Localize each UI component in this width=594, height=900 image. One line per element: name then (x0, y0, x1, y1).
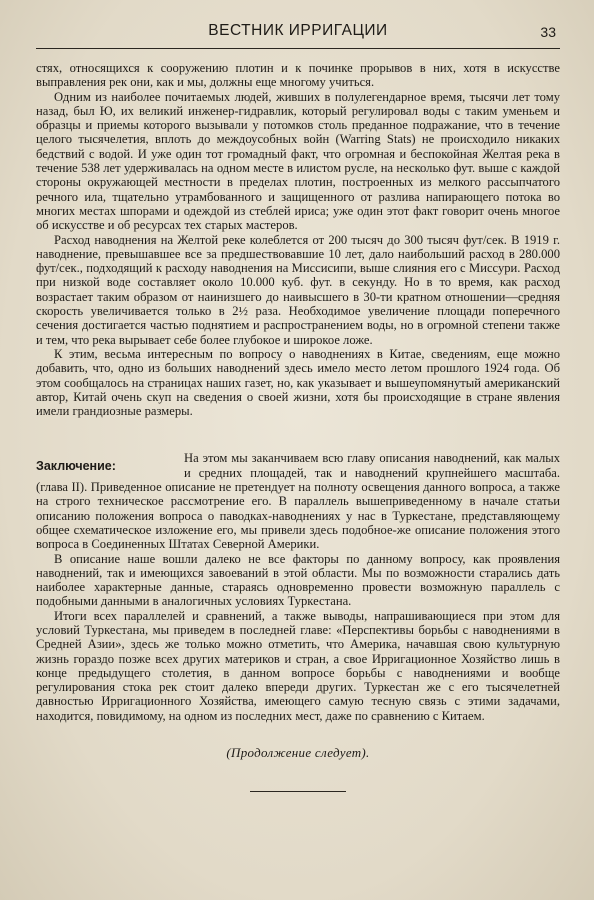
page-number: 33 (540, 24, 556, 40)
paragraph-continuation: стях, относящихся к сооружению плотин и к починке прорывов в них, хотя в искусстве выправления рек они, как и мы, должны еще многому учиться. (36, 61, 560, 90)
continuation-note: (Продолжение следует). (226, 745, 370, 761)
article-body (36, 61, 560, 723)
conclusion-paragraph: В описание наше вошли далеко не все факторы по данному вопросу, как проявления наводнений, так и имеющихся завоеваний в этой области. Мы по возможности старались дать наиболее характерные данные, стараясь одновременно провести возможную параллель с подобными данными в аналогичных условиях Туркестана. (36, 551, 560, 609)
conclusion-heading: Заключение: (36, 459, 116, 474)
section-gap (36, 418, 560, 451)
journal-title: ВЕСТНИК ИРРИГАЦИИ (208, 22, 388, 39)
page-header (36, 18, 560, 49)
paragraph-yu-engineer: Одним из наиболее почитаемых людей, живших в полулегендарное время, тысячи лет тому назад, был Ю, их великий инженер-гидравлик, который регулировал воды с таким уменьем и образцы и приемы которого вызывали у потомков столь преданное подражание, что в течение целого тысячелетия, вплоть до междоусобных войн (Warring Stats) не происходило никаких бедствий с водой. И уже один тот громадный факт, что огромная и беспокойная Желтая река в течение 538 лет удерживалась на одном месте в илистом русле, на несколько фут. выше с каждой стороны окружающей местности в пределах плотин, построенных из мелкого рассыпчатого речного ила, тщательно утрамбованного и защищенного от разлива напирающего потока во многих местах шпорами и одеждой из стеблей ириса; уже один этот факт говорит очень многое об искусстве и об ресурсах тех старых мастеров. (36, 89, 560, 233)
paragraph-flood-discharge: Расход наводнения на Желтой реке колеблется от 200 тысяч до 300 тысяч фут/сек. В 1919 г. наводнение, превышавшее все за предшествовавшие 10 лет, дало наибольший расход в 280.000 фут/сек., подходящий к расходу наводнения на Миссисипи, выше слияния его с Миссури. Расход при низкой воде составляет около 10.000 куб. фут. в секунду. Но в то время, как расход возрастает таким образом от наинизшего до наивысшего в 30-ти кратном отношении—средняя скорость увеличивается только в 2½ раза. Необходимое увеличение площади поперечного сечения достигается частью поднятием и распространением воды, но в огромной степени также и тем, что река вырывает себе более глубокое и широкое ложе. (36, 232, 560, 347)
paragraph-china-floods: К этим, весьма интересным по вопросу о наводнениях в Китае, сведениям, еще можно добавить, что, одно из больших наводнений здесь имело место летом прошлого 1924 года. Об этом сообщалось на страницах наших газет, но, как указывает и вышеупомянутый американский автор, Китай очень скуп на сведения о своей жизни, хотя бы происходящие в стране явления имели грандиозные размеры. (36, 346, 560, 419)
end-rule (250, 791, 346, 792)
conclusion-paragraph: Итоги всех параллелей и сравнений, а также выводы, напрашивающиеся при этом для условий Туркестана, мы приведем в последней главе: «Перспективы борьбы с наводнениями в Средней Азии», здесь же только можно отметить, что Америка, начавшая свою культурную жизнь гораздо позже всех других материков и стран, а свое Ирригационное Хозяйство лишь в конце предыдущего столетия, в данном вопросе борьбы с наводнениями и вообще регулирования стока рек стоит далеко впереди других. Туркестан же с его тысячелетней давностью Ирригационного Хозяйства, имеющего самую тесную связь с этими задачами, находится, повидимому, на одном из последних мест, даже по сравнению с Китаем. (36, 608, 560, 723)
conclusion-paragraph: На этом мы заканчиваем всю главу описания наводнений, как малых и средних площадей, так и наводнений крупнейшего масштаба. (глава II). Приведенное описание не претендует на полноту освещения данного вопроса, а также на строго техническое рассмотрение его. В параллель вышеприведенному в начале статьи описанию положения вопроса о паводках-наводнениях у нас в Туркестане, представляющему общее схематическое изложение его, мы привели здесь подобное-же описание положения этого вопроса в Соединенных Штатах Северной Америки. (36, 451, 560, 552)
